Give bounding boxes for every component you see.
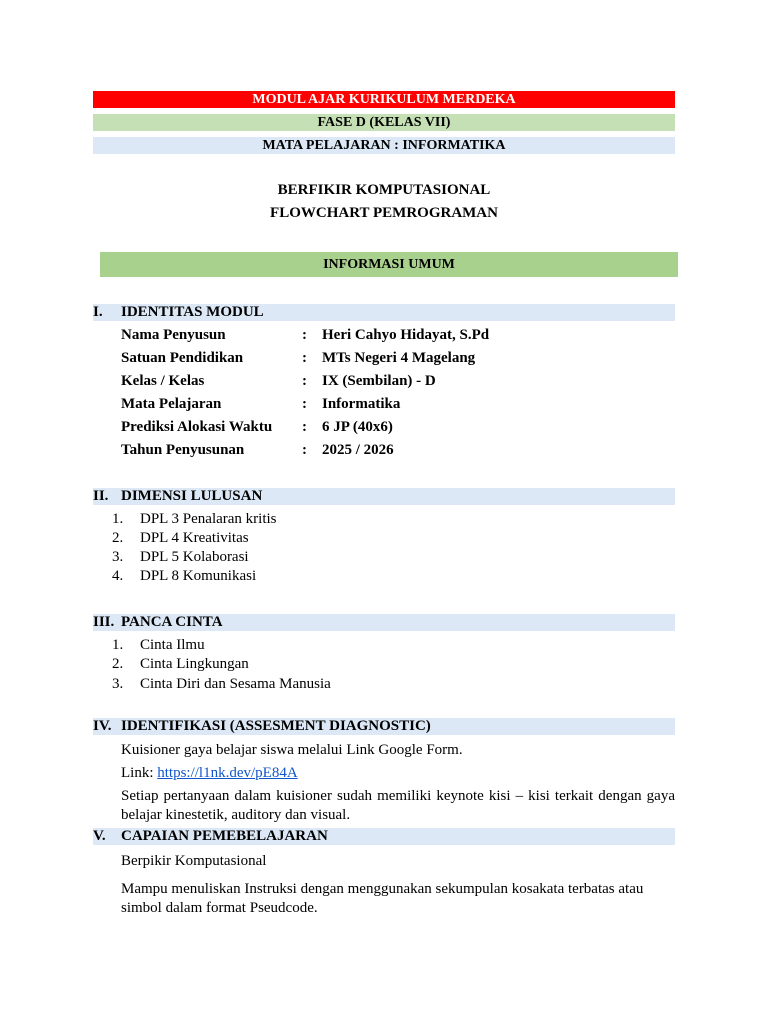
identity-label: Satuan Pendidikan	[121, 350, 244, 366]
section-3-title: PANCA CINTA	[121, 614, 223, 630]
phase-bar: FASE D (KELAS VII)	[93, 114, 675, 131]
list-item-number: 2.	[112, 656, 124, 672]
section-5-number: V.	[93, 828, 106, 844]
identity-value: MTs Negeri 4 Magelang	[322, 350, 476, 366]
list-item: DPL 4 Kreativitas	[140, 530, 249, 546]
identity-value: Heri Cahyo Hidayat, S.Pd	[322, 327, 490, 343]
identity-colon: :	[302, 419, 307, 435]
doc-title-2: FLOWCHART PEMROGRAMAN	[270, 205, 498, 221]
identity-label: Tahun Penyusunan	[121, 442, 245, 458]
identity-label: Kelas / Kelas	[121, 373, 205, 389]
identity-colon: :	[302, 396, 307, 412]
identity-colon: :	[302, 442, 307, 458]
identity-colon: :	[302, 327, 307, 343]
section-4-number: IV.	[93, 718, 112, 734]
identity-label: Prediksi Alokasi Waktu	[121, 419, 273, 435]
link-line	[121, 764, 298, 783]
section-2-title: DIMENSI LULUSAN	[121, 488, 263, 504]
paragraph: Kuisioner gaya belajar siswa melalui Link Google Form.	[121, 742, 463, 758]
module-title-bar: MODUL AJAR KURIKULUM MERDEKA	[93, 91, 675, 108]
paragraph: Mampu menuliskan Instruksi dengan menggunakan sekumpulan kosakata terbatas atau simbol dalam format Pseudcode.	[121, 881, 644, 916]
identity-value: 2025 / 2026	[322, 442, 394, 458]
paragraph: Berpikir Komputasional	[121, 853, 267, 869]
link-label: Link:	[121, 765, 158, 781]
section-1-title: IDENTITAS MODUL	[121, 304, 264, 320]
identity-colon: :	[302, 350, 307, 366]
list-item: Cinta Diri dan Sesama Manusia	[140, 676, 331, 692]
subject-bar: MATA PELAJARAN : INFORMATIKA	[93, 137, 675, 154]
identity-label: Mata Pelajaran	[121, 396, 222, 412]
list-item-number: 2.	[112, 530, 124, 546]
google-form-link[interactable]: https://l1nk.dev/pE84A	[157, 765, 298, 781]
list-item-number: 4.	[112, 568, 124, 584]
identity-label: Nama Penyusun	[121, 327, 226, 343]
section-1-number: I.	[93, 304, 103, 320]
list-item-number: 3.	[112, 549, 124, 565]
list-item-number: 3.	[112, 676, 124, 692]
identity-value: IX (Sembilan) - D	[322, 373, 436, 389]
section-4-title: IDENTIFIKASI (ASSESMENT DIAGNOSTIC)	[121, 718, 431, 734]
list-item-number: 1.	[112, 637, 124, 653]
list-item-number: 1.	[112, 511, 124, 527]
list-item: DPL 5 Kolaborasi	[140, 549, 249, 565]
informasi-umum-bar: INFORMASI UMUM	[100, 252, 678, 277]
identity-colon: :	[302, 373, 307, 389]
section-3-number: III.	[93, 614, 115, 630]
paragraph: Setiap pertanyaan dalam kuisioner sudah memiliki keynote kisi – kisi terkait dengan gaya belajar kinestetik, auditory dan visual.	[121, 788, 675, 823]
list-item: DPL 3 Penalaran kritis	[140, 511, 277, 527]
identity-value: 6 JP (40x6)	[322, 419, 393, 435]
list-item: DPL 8 Komunikasi	[140, 568, 257, 584]
doc-title-1: BERFIKIR KOMPUTASIONAL	[277, 182, 491, 198]
section-5-title: CAPAIAN PEMEBELAJARAN	[121, 828, 328, 844]
identity-value: Informatika	[322, 396, 401, 412]
list-item: Cinta Lingkungan	[140, 656, 249, 672]
section-2-number: II.	[93, 488, 109, 504]
list-item: Cinta Ilmu	[140, 637, 205, 653]
